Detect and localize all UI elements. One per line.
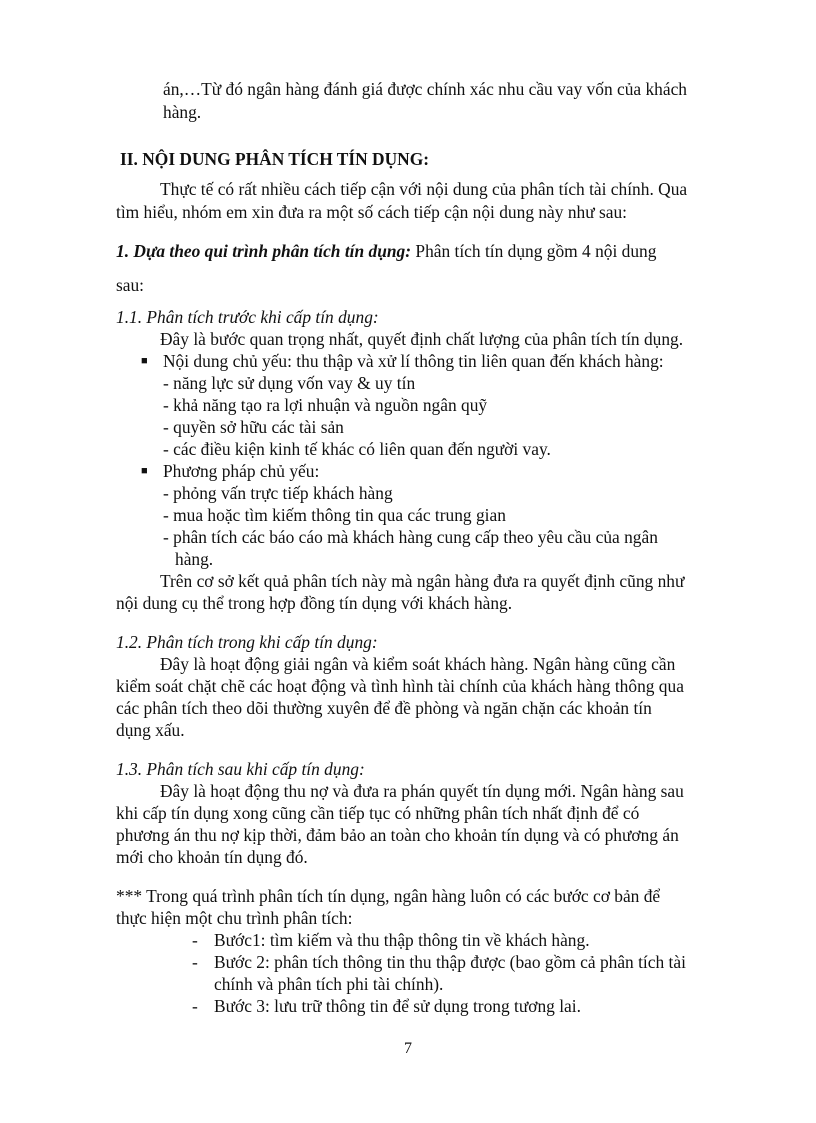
page-number: 7 bbox=[404, 1040, 412, 1057]
bullet-content-label: Nội dung chủ yếu: thu thập và xử lí thông tin liên quan đến khách hàng: bbox=[163, 351, 664, 371]
continuation-line-1: án,…Từ đó ngân hàng đánh giá được chính xác nhu cầu vay vốn của khách bbox=[163, 79, 687, 99]
square-bullet-icon: ■ bbox=[141, 465, 148, 477]
subsection-1-2-line-4: dụng xấu. bbox=[116, 720, 185, 740]
square-bullet-icon: ■ bbox=[141, 355, 148, 367]
subsection-1-2-line-2: kiểm soát chặt chẽ các hoạt động và tình hình tài chính của khách hàng thông qua bbox=[116, 676, 684, 696]
subsection-1-2-title: 1.2. Phân tích trong khi cấp tín dụng: bbox=[116, 632, 378, 652]
subsection-1-3-line-4: mới cho khoản tín dụng đó. bbox=[116, 847, 308, 867]
bullet-1-item-3: - quyền sở hữu các tài sản bbox=[163, 417, 344, 437]
subsection-1-1-para-1: Đây là bước quan trọng nhất, quyết định chất lượng của phân tích tín dụng. bbox=[160, 329, 684, 349]
subsection-1-3-line-2: khi cấp tín dụng xong cũng cần tiếp tục có những phân tích nhất định để có bbox=[116, 803, 640, 823]
section-1-text-cont: sau: bbox=[116, 275, 145, 295]
bullet-1-item-4: - các điều kiện kinh tế khác có liên quan đến người vay. bbox=[163, 439, 551, 459]
subsection-1-1-para-2b: nội dung cụ thể trong hợp đồng tín dụng với khách hàng. bbox=[116, 593, 513, 613]
bullet-method-label: Phương pháp chủ yếu: bbox=[163, 461, 320, 481]
continuation-line-2: hàng. bbox=[163, 102, 202, 122]
bullet-1-item-1: - năng lực sử dụng vốn vay & uy tín bbox=[163, 373, 416, 393]
step-dash: - bbox=[192, 996, 198, 1016]
note-line-2: thực hiện một chu trình phân tích: bbox=[116, 908, 353, 928]
note-line-1: *** Trong quá trình phân tích tín dụng, ngân hàng luôn có các bước cơ bản để bbox=[116, 886, 661, 906]
intro-line-2: tìm hiểu, nhóm em xin đưa ra một số cách tiếp cận nội dung này như sau: bbox=[116, 202, 627, 222]
step-1: Bước1: tìm kiếm và thu thập thông tin về khách hàng. bbox=[214, 930, 590, 950]
subsection-1-2-line-3: các phân tích theo dõi thường xuyên để đề phòng và ngăn chặn các khoản tín bbox=[116, 698, 652, 718]
subsection-1-2-line-1: Đây là hoạt động giải ngân và kiểm soát khách hàng. Ngân hàng cũng cần bbox=[160, 654, 676, 674]
section-heading-ii: II. NỘI DUNG PHÂN TÍCH TÍN DỤNG: bbox=[120, 149, 430, 169]
step-2-cont: chính và phân tích phi tài chính). bbox=[214, 974, 444, 994]
bullet-1-item-2: - khả năng tạo ra lợi nhuận và nguồn ngân quỹ bbox=[163, 395, 488, 415]
subsection-1-3-line-1: Đây là hoạt động thu nợ và đưa ra phán quyết tín dụng mới. Ngân hàng sau bbox=[160, 781, 684, 801]
bullet-2-item-3: - phân tích các báo cáo mà khách hàng cung cấp theo yêu cầu của ngân bbox=[163, 527, 658, 547]
subsection-1-3-line-3: phương án thu nợ kịp thời, đảm bảo an toàn cho khoản tín dụng và có phương án bbox=[116, 825, 679, 845]
step-dash: - bbox=[192, 930, 198, 950]
subsection-1-3-title: 1.3. Phân tích sau khi cấp tín dụng: bbox=[116, 759, 365, 779]
section-1-text: Phân tích tín dụng gồm 4 nội dung bbox=[411, 241, 657, 261]
section-1-title: 1. Dựa theo qui trình phân tích tín dụng: bbox=[116, 241, 412, 261]
subsection-1-1-para-2a: Trên cơ sở kết quả phân tích này mà ngân hàng đưa ra quyết định cũng như bbox=[160, 571, 685, 591]
intro-line-1: Thực tế có rất nhiều cách tiếp cận với nội dung của phân tích tài chính. Qua bbox=[160, 179, 688, 199]
bullet-2-item-2: - mua hoặc tìm kiếm thông tin qua các trung gian bbox=[163, 505, 506, 525]
subsection-1-1-title: 1.1. Phân tích trước khi cấp tín dụng: bbox=[116, 307, 379, 327]
step-dash: - bbox=[192, 952, 198, 972]
bullet-2-item-3-cont: hàng. bbox=[175, 549, 214, 569]
step-2: Bước 2: phân tích thông tin thu thập được (bao gồm cả phân tích tài bbox=[214, 952, 686, 972]
bullet-2-item-1: - phỏng vấn trực tiếp khách hàng bbox=[163, 483, 393, 503]
section-1-heading bbox=[116, 240, 656, 262]
step-3: Bước 3: lưu trữ thông tin để sử dụng trong tương lai. bbox=[214, 996, 581, 1016]
